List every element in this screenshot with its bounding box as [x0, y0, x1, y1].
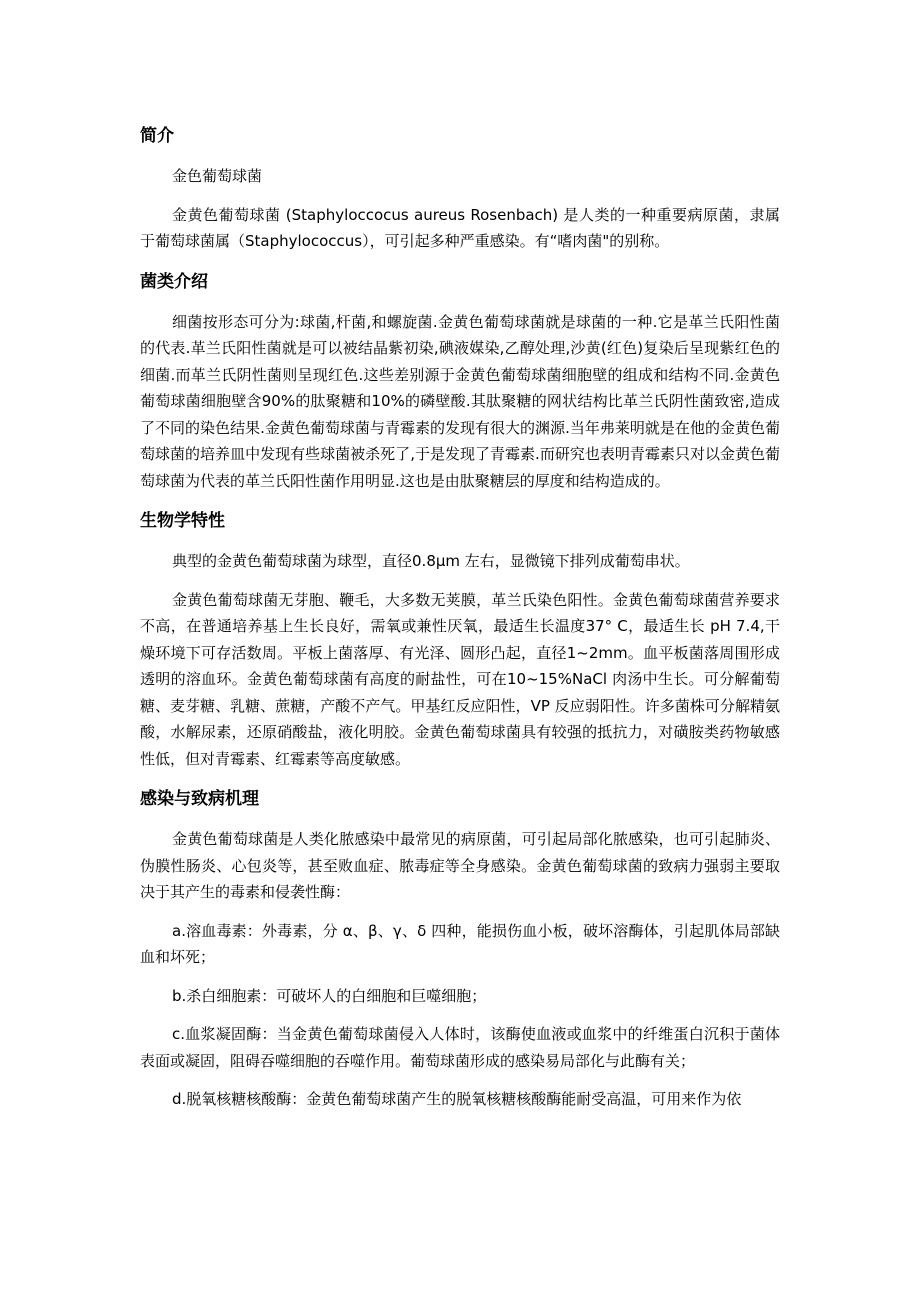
- paragraph-pathogenesis-item-c: c.血浆凝固酶：当金黄色葡萄球菌侵入人体时，该酶使血液或血浆中的纤维蛋白沉积于菌体表面或凝固，阻碍吞噬细胞的吞噬作用。葡萄球菌形成的感染易局部化与此酶有关；: [140, 1025, 780, 1070]
- paragraph-bacteria-body: 细菌按形态可分为:球菌,杆菌,和螺旋菌.金黄色葡萄球菌就是球菌的一种.它是革兰氏阳性菌的代表.革兰氏阳性菌就是可以被结晶紫初染,碘液媒染,乙醇处理,沙黄(红色)复染后呈现紫红色的细菌.而革兰氏阴性菌则呈现红色.这些差别源于金黄色葡萄球菌细胞壁的组成和结构不同.金黄色葡萄球菌细胞壁含90%的肽聚糖和10%的磷壁酸.其肽聚糖的网状结构比革兰氏阴性菌致密,造成了不同的染色结果.金黄色葡萄球菌与青霉素的发现有很大的渊源.当年弗莱明就是在他的金黄色葡萄球菌的培养皿中发现有些球菌被杀死了,于是发现了青霉素.而研究也表明青霉素只对以金黄色葡萄球菌为代表的革兰氏阳性菌作用明显.这也是由肽聚糖层的厚度和结构造成的。: [140, 312, 780, 490]
- paragraph-biology-traits: 金黄色葡萄球菌无芽胞、鞭毛，大多数无荚膜，革兰氏染色阳性。金黄色葡萄球菌营养要求不高，在普通培养基上生长良好，需氧或兼性厌氧，最适生长温度37° C，最适生长 pH 7.4,干燥环境下可存活数周。平板上菌落厚、有光泽、圆形凸起，直径1~2mm。血平板菌落周围形成透明的溶血环。金黄色葡萄球菌有高度的耐盐性，可在10~15%NaCl 肉汤中生长。可分解葡萄糖、麦芽糖、乳糖、蔗糖，产酸不产气。甲基红反应阳性，VP 反应弱阳性。许多菌株可分解精氨酸，水解尿素，还原硝酸盐，液化明胶。金黄色葡萄球菌具有较强的抵抗力，对磺胺类药物敏感性低，但对青霉素、红霉素等高度敏感。: [140, 590, 780, 768]
- section-heading-bacteria: 菌类介绍: [140, 271, 208, 292]
- paragraph-intro-subtitle: 金色葡萄球菌: [172, 167, 263, 185]
- section-heading-intro: 简介: [140, 126, 174, 146]
- paragraph-pathogenesis-intro: 金黄色葡萄球菌是人类化脓感染中最常见的病原菌，可引起局部化脓感染，也可引起肺炎、伪膜性肠炎、心包炎等，甚至败血症、脓毒症等全身感染。金黄色葡萄球菌的致病力强弱主要取决于其产生的毒素和侵袭性酶：: [140, 830, 780, 901]
- paragraph-pathogenesis-item-d: d.脱氧核糖核酸酶：金黄色葡萄球菌产生的脱氧核糖核酸酶能耐受高温，可用来作为依: [172, 1090, 742, 1108]
- section-heading-biology: 生物学特性: [140, 511, 225, 531]
- section-heading-pathogenesis: 感染与致病机理: [140, 789, 259, 809]
- paragraph-pathogenesis-item-a: a.溶血毒素：外毒素，分 α、β、γ、δ 四种，能损伤血小板，破坏溶酶体，引起肌体局部缺血和坏死；: [140, 921, 780, 966]
- paragraph-biology-shape: 典型的金黄色葡萄球菌为球型，直径0.8μm 左右，显微镜下排列成葡萄串状。: [172, 552, 690, 570]
- paragraph-pathogenesis-item-b: b.杀白细胞素：可破坏人的白细胞和巨噬细胞；: [172, 986, 487, 1005]
- paragraph-intro-body: 金黄色葡萄球菌 (Staphyloccocus aureus Rosenbach) 是人类的一种重要病原菌，隶属于葡萄球菌属（Staphylococcus），可引起多种严重感染。有“嗜肉菌"的别称。: [140, 205, 780, 250]
